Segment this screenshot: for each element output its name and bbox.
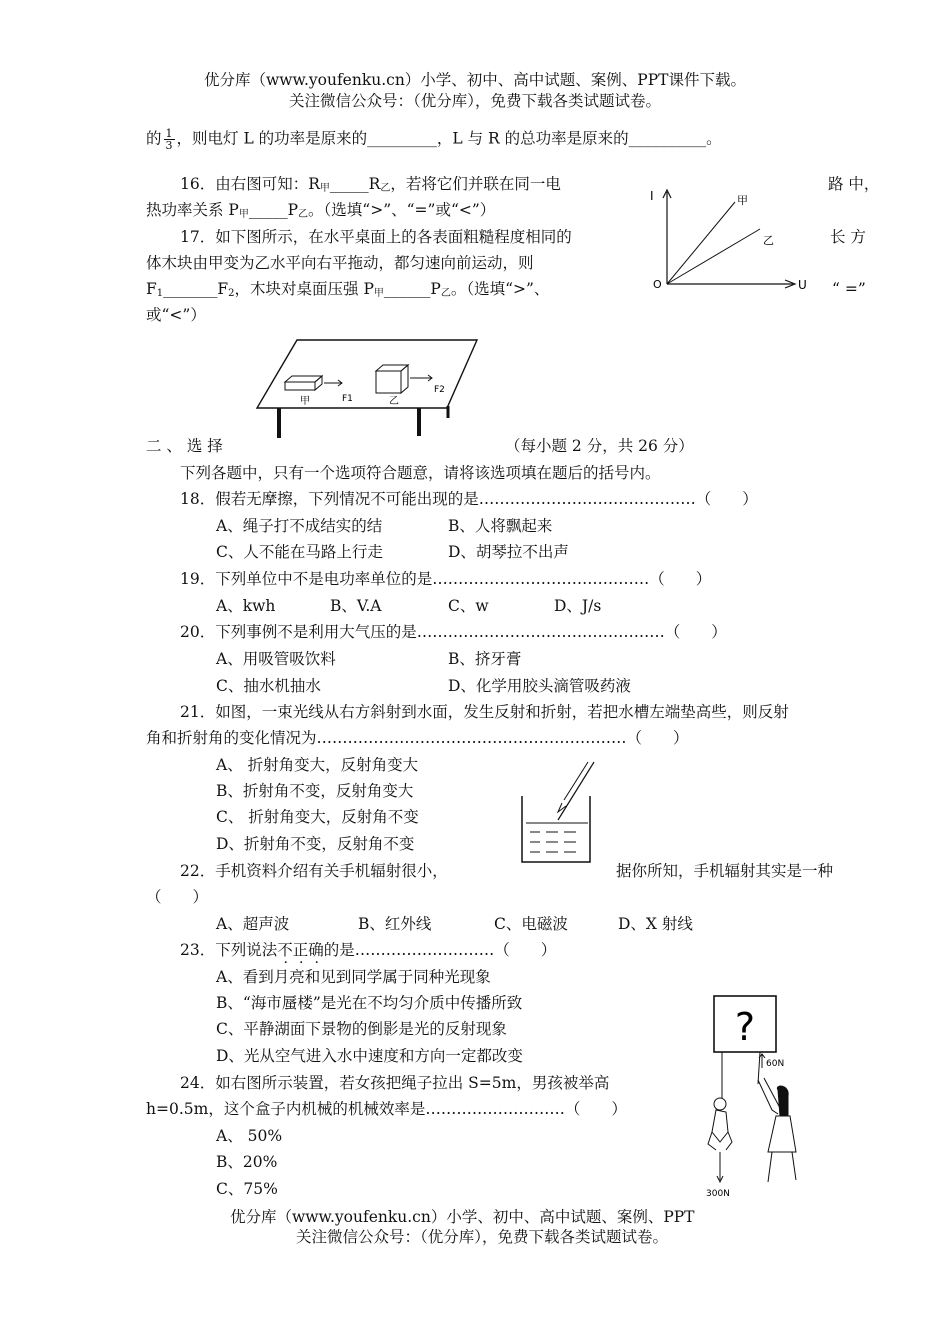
question-16-line-1: 16．由右图可知：$R_甲\_\_\_\_\_R_乙$，若将它们并联在同一电 bbox=[180, 175, 561, 194]
line-jia bbox=[667, 202, 735, 284]
question-18-option-b: B、人将飘起来 bbox=[448, 517, 553, 535]
section-2-instruction: 下列各题中，只有一个选项符合题意，请将该选项填在题后的括号内。 bbox=[180, 464, 661, 482]
table-top bbox=[257, 340, 477, 408]
question-19-option-b: B、V.A bbox=[330, 597, 382, 615]
question-24-line-2: h=0.5m，这个盒子内机械的机械效率是………………………（ ） bbox=[146, 1100, 627, 1118]
question-20-option-c: C、抽水机抽水 bbox=[216, 677, 321, 695]
question-16-line-1-right: 路 中， bbox=[828, 175, 880, 193]
water-tank-figure bbox=[518, 758, 598, 864]
question-17-line-1: 17．如下图所示，在水平桌面上的各表面粗糙程度相同的 bbox=[180, 228, 572, 246]
header-line-1: 优分库（www.youfenku.cn）小学、初中、高中试题、案例、PPT课件下载。 bbox=[203, 71, 747, 89]
question-21-option-d: D、折射角不变，反射角不变 bbox=[216, 835, 415, 853]
question-21-line-1: 21．如图，一束光线从右方斜射到水面，发生反射和折射，若把水槽左端垫高些，则反射 bbox=[180, 703, 789, 721]
light-ray-arrow bbox=[558, 803, 566, 812]
question-23-option-b: B、“海市蜃楼”是光在不均匀介质中传播所致 bbox=[216, 994, 523, 1012]
question-22-option-d: D、X 射线 bbox=[618, 915, 693, 933]
question-22-line-1a: 22．手机资料介绍有关手机辐射很小， bbox=[180, 862, 448, 880]
block-jia-label: 甲 bbox=[300, 396, 310, 407]
question-20-option-b: B、挤牙膏 bbox=[448, 650, 522, 668]
question-15-tail: 的 $\frac{1}{3}$ ，则电灯 L 的功率是原来的_________，L 与 R 的总功率是原来的__________。 bbox=[146, 127, 722, 152]
line-jia-label: 甲 bbox=[737, 194, 748, 207]
question-23-option-a: A、看到月亮和见到同学属于同种光现象 bbox=[216, 968, 491, 986]
section-2-title: 二 、 选 择 bbox=[146, 437, 223, 455]
table-figure bbox=[252, 338, 482, 440]
iu-graph bbox=[645, 182, 820, 297]
question-20-stem: 20．下列事例不是利用大气压的是…………………………………………（ ） bbox=[180, 623, 727, 641]
question-23-option-c: C、平静湖面下景物的倒影是光的反射现象 bbox=[216, 1020, 507, 1038]
question-17-line-2: 体木块由甲变为乙水平向右平拖动，都匀速向前运动，则 bbox=[146, 254, 534, 272]
axis-label-u: U bbox=[798, 278, 807, 292]
girl-figure bbox=[758, 1078, 796, 1182]
question-22-option-c: C、电磁波 bbox=[494, 915, 568, 933]
question-19-stem: 19．下列单位中不是电功率单位的是……………………………………（ ） bbox=[180, 570, 712, 588]
axis-label-i: I bbox=[650, 189, 654, 203]
force-60n-label: 60N bbox=[766, 1059, 785, 1069]
question-21-line-2: 角和折射角的变化情况为……………………………………………………（ ） bbox=[146, 729, 689, 747]
question-24-option-b: B、20% bbox=[216, 1153, 278, 1171]
question-16-line-2: 热功率关系 $P_甲\_\_\_\_\_P_乙$。（选填“>”、“=”或“<”） bbox=[146, 201, 496, 220]
light-ray bbox=[558, 762, 594, 820]
question-18-option-d: D、胡琴拉不出声 bbox=[448, 543, 569, 561]
fraction: $\frac{1}{3}$ bbox=[165, 127, 173, 152]
boy-figure bbox=[708, 1098, 732, 1150]
light-ray-edge bbox=[564, 762, 588, 800]
block-jia bbox=[285, 376, 322, 390]
question-22-option-b: B、红外线 bbox=[358, 915, 432, 933]
question-17-line-4: 或“<”） bbox=[146, 306, 206, 324]
section-2-score: （每小题 2 分，共 26 分） bbox=[505, 437, 694, 455]
footer-line-1: 优分库（www.youfenku.cn）小学、初中、高中试题、案例、PPT bbox=[230, 1208, 695, 1226]
line-yi-label: 乙 bbox=[763, 234, 774, 247]
question-19-option-a: A、kwh bbox=[216, 597, 276, 615]
block-yi bbox=[376, 365, 408, 393]
footer-line-2: 关注微信公众号：（优分库），免费下载各类试题试卷。 bbox=[296, 1228, 669, 1246]
force-300n-label: 300N bbox=[706, 1189, 730, 1199]
question-22-option-a: A、超声波 bbox=[216, 915, 290, 933]
box-pulley-figure bbox=[698, 992, 813, 1202]
question-20-option-d: D、化学用胶头滴管吸药液 bbox=[448, 677, 631, 695]
question-17-line-1-right: 长 方 bbox=[830, 228, 866, 246]
header-line-2: 关注微信公众号：（优分库），免费下载各类试题试卷。 bbox=[288, 92, 661, 110]
water-lines bbox=[530, 832, 576, 852]
question-24-option-c: C、75% bbox=[216, 1180, 278, 1198]
force-f2-label: F2 bbox=[434, 385, 445, 395]
question-24-option-a: A、 50% bbox=[216, 1127, 283, 1145]
question-18-option-c: C、人不能在马路上行走 bbox=[216, 543, 383, 561]
question-23-stem: 23．下列说法不正确的是………………………（ ） bbox=[180, 941, 557, 959]
question-19-option-d: D、J/s bbox=[554, 597, 602, 615]
question-22-line-1b: 据你所知，手机辐射其实是一种 bbox=[616, 862, 834, 880]
question-23-option-d: D、光从空气进入水中速度和方向一定都改变 bbox=[216, 1047, 523, 1065]
question-24-line-1: 24．如右图所示装置，若女孩把绳子拉出 S=5m，男孩被举高 bbox=[180, 1074, 610, 1092]
question-mark: ? bbox=[734, 1005, 756, 1049]
block-yi-label: 乙 bbox=[389, 396, 399, 407]
question-18-stem: 18．假若无摩擦，下列情况不可能出现的是……………………………………（ ） bbox=[180, 490, 758, 508]
question-22-line-2: （ ） bbox=[146, 888, 209, 906]
question-18-option-a: A、绳子打不成结实的结 bbox=[216, 517, 383, 535]
question-21-option-a: A、 折射角变大，反射角变大 bbox=[216, 756, 419, 774]
question-21-option-b: B、折射角不变，反射角变大 bbox=[216, 782, 414, 800]
question-19-option-c: C、w bbox=[448, 597, 489, 615]
origin-label: O bbox=[653, 278, 662, 291]
question-17-line-3-right: “ =” bbox=[832, 280, 866, 298]
question-20-option-a: A、用吸管吸饮料 bbox=[216, 650, 336, 668]
question-21-option-c: C、 折射角变大，反射角不变 bbox=[216, 808, 419, 826]
line-yi bbox=[667, 229, 760, 284]
question-17-line-3: $F_1\_\_\_\_\_\_\_F_2$，木块对桌面压强 $P_甲\_\_\_\_\_\_P_乙$。（选填“>”、 bbox=[146, 280, 550, 299]
force-f1-label: F1 bbox=[342, 394, 353, 404]
